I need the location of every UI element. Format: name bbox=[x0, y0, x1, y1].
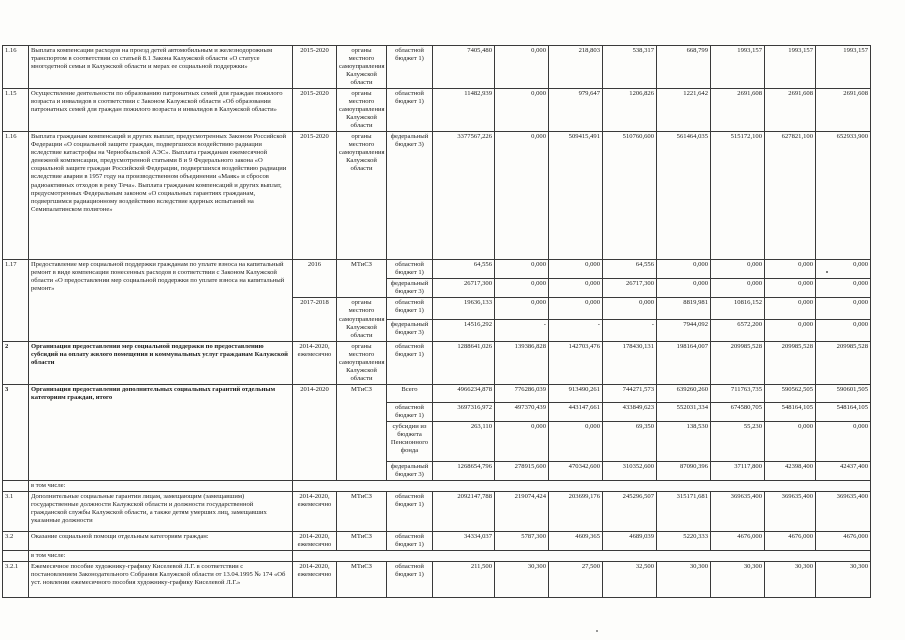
year-value: 538,317 bbox=[603, 46, 657, 89]
year-value: 198164,007 bbox=[657, 341, 711, 384]
row-funding-source: Всего bbox=[387, 384, 433, 402]
row-period: 2015-2020 bbox=[293, 46, 337, 89]
year-value: 7944,092 bbox=[657, 320, 711, 342]
row-executor: органы местного самоуправления Калужской области bbox=[337, 341, 387, 384]
row-executor: МТиСЗ bbox=[337, 562, 387, 598]
year-value: 515172,100 bbox=[711, 132, 765, 260]
year-value: 315171,681 bbox=[657, 491, 711, 531]
row-executor: МТиСЗ bbox=[337, 531, 387, 550]
total-value: 11482,939 bbox=[433, 89, 495, 132]
year-value: 209985,528 bbox=[816, 341, 871, 384]
empty-cell bbox=[293, 550, 871, 561]
year-value: 0,000 bbox=[495, 260, 549, 279]
year-value: 0,000 bbox=[816, 298, 871, 320]
year-value: 30,300 bbox=[765, 562, 816, 598]
year-value: 2691,608 bbox=[816, 89, 871, 132]
year-value: 1206,826 bbox=[603, 89, 657, 132]
year-value: 8819,981 bbox=[657, 298, 711, 320]
year-value: 1221,642 bbox=[657, 89, 711, 132]
year-value: 310352,600 bbox=[603, 461, 657, 480]
year-value: 138,530 bbox=[657, 421, 711, 461]
total-value: 4966234,878 bbox=[433, 384, 495, 402]
row-description: Выплата гражданам компенсаций и других выплат, предусмотренных Законом Российской Федерации «О социальной защите граждан, подвергшихся воздействию радиации вследствие катастрофы на Чернобыльской АЭС». Выплата гражданам ежемесячной денежной компенсации, предусмотренной статьями 8 и 9 Федерального закона «О социальной защите граждан Российской Федерации, подвергшихся воздействию радиации вследствие аварии в 1957 году на производственном объединении «Маяк» и сбросов радиоактивных отходов в реку Теча». Выплата гражданам компенсаций и других выплат, предусмотренных Федеральным законом «О социальных гарантиях гражданам, подвергшимся радиационному воздействию вследствие ядерных испытаний на Семипалатинском полигоне» bbox=[29, 132, 293, 260]
row-number: 1.15 bbox=[3, 89, 29, 132]
year-value: 497370,439 bbox=[495, 402, 549, 421]
year-value: 0,000 bbox=[816, 279, 871, 298]
year-value: 1993,157 bbox=[765, 46, 816, 89]
year-value: 639260,260 bbox=[657, 384, 711, 402]
year-value: 139386,828 bbox=[495, 341, 549, 384]
year-value: 510760,600 bbox=[603, 132, 657, 260]
year-value: 26717,300 bbox=[603, 279, 657, 298]
year-value: 509415,491 bbox=[549, 132, 603, 260]
year-value: 245296,507 bbox=[603, 491, 657, 531]
row-number: 1.17 bbox=[3, 260, 29, 341]
year-value: 0,000 bbox=[495, 132, 549, 260]
year-value: 0,000 bbox=[549, 421, 603, 461]
row-funding-source: федеральный бюджет 3) bbox=[387, 279, 433, 298]
row-period: 2014-2020, ежемесячно bbox=[293, 562, 337, 598]
year-value: - bbox=[549, 320, 603, 342]
year-value: 219074,424 bbox=[495, 491, 549, 531]
year-value: 4676,000 bbox=[711, 531, 765, 550]
year-value: 30,300 bbox=[816, 562, 871, 598]
year-value: 548164,105 bbox=[765, 402, 816, 421]
table-row bbox=[3, 531, 871, 550]
row-period: 2014-2020, ежемесячно bbox=[293, 341, 337, 384]
year-value: 443147,661 bbox=[549, 402, 603, 421]
row-number bbox=[3, 480, 29, 491]
table-row bbox=[3, 480, 871, 491]
year-value: - bbox=[495, 320, 549, 342]
row-executor: органы местного самоуправления Калужской области bbox=[337, 89, 387, 132]
row-description: Оказание социальной помощи отдельным категориям граждан: bbox=[29, 531, 293, 550]
year-value: 369635,400 bbox=[816, 491, 871, 531]
year-value: 4609,365 bbox=[549, 531, 603, 550]
row-period: 2014-2020 bbox=[293, 384, 337, 480]
year-value: 1993,157 bbox=[711, 46, 765, 89]
row-description: Ежемесячное пособие художнику-графику Киселевой Л.Г. в соответствии с постановлением Законодательного Собрания Калужской области от 13.04.1995 № 174 «Об уст. новлении ежемесячного пособия художнику-графику Киселевой Л.Г.» bbox=[29, 562, 293, 598]
total-value: 26717,300 bbox=[433, 279, 495, 298]
year-value: 87090,396 bbox=[657, 461, 711, 480]
row-number: 3.2 bbox=[3, 531, 29, 550]
year-value: 42398,400 bbox=[765, 461, 816, 480]
row-number: 3.2.1 bbox=[3, 562, 29, 598]
year-value: 142703,476 bbox=[549, 341, 603, 384]
program-table bbox=[2, 45, 871, 598]
row-period: 2017-2018 bbox=[293, 298, 337, 341]
table-body bbox=[3, 46, 871, 598]
year-value: 668,799 bbox=[657, 46, 711, 89]
row-funding-source: областной бюджет 1) bbox=[387, 89, 433, 132]
row-number: 1.16 bbox=[3, 46, 29, 89]
table-row bbox=[3, 260, 871, 279]
total-value: 211,500 bbox=[433, 562, 495, 598]
year-value: 209985,528 bbox=[711, 341, 765, 384]
year-value: 2691,608 bbox=[711, 89, 765, 132]
year-value: 0,000 bbox=[603, 298, 657, 320]
row-number: 1.16 bbox=[3, 132, 29, 260]
row-description: Осуществление деятельности по образованию патронатных семей для граждан пожилого возраста и инвалидов в соответствии с Законом Калужской области «Об образовании патронатных семей для граждан пожилого возраста и инвалидов в Калужской области» bbox=[29, 89, 293, 132]
table-row bbox=[3, 341, 871, 384]
year-value: 561464,035 bbox=[657, 132, 711, 260]
year-value: 0,000 bbox=[495, 89, 549, 132]
year-value: 0,000 bbox=[816, 260, 871, 279]
year-value: 744271,573 bbox=[603, 384, 657, 402]
row-executor: МТиСЗ bbox=[337, 384, 387, 480]
year-value: 627821,100 bbox=[765, 132, 816, 260]
year-value: 0,000 bbox=[711, 279, 765, 298]
year-value: 674580,705 bbox=[711, 402, 765, 421]
year-value: 5787,300 bbox=[495, 531, 549, 550]
total-value: 2092147,788 bbox=[433, 491, 495, 531]
total-value: 1268654,796 bbox=[433, 461, 495, 480]
row-number: 2 bbox=[3, 341, 29, 384]
total-value: 7405,480 bbox=[433, 46, 495, 89]
year-value: 433849,623 bbox=[603, 402, 657, 421]
table-row bbox=[3, 384, 871, 402]
year-value: 0,000 bbox=[549, 298, 603, 320]
row-executor: органы местного самоуправления Калужской области bbox=[337, 132, 387, 260]
row-period: 2014-2020, ежемесячно bbox=[293, 491, 337, 531]
row-funding-source: областной бюджет 1) bbox=[387, 260, 433, 279]
year-value: 0,000 bbox=[657, 260, 711, 279]
row-funding-source: федеральный бюджет 3) bbox=[387, 320, 433, 342]
row-funding-source: федеральный бюджет 3) bbox=[387, 132, 433, 260]
row-funding-source: областной бюджет 1) bbox=[387, 341, 433, 384]
year-value: 470342,600 bbox=[549, 461, 603, 480]
total-value: 1288641,026 bbox=[433, 341, 495, 384]
row-funding-source: областной бюджет 1) bbox=[387, 46, 433, 89]
year-value: 776286,039 bbox=[495, 384, 549, 402]
year-value: 218,803 bbox=[549, 46, 603, 89]
year-value: 369635,400 bbox=[711, 491, 765, 531]
year-value: 4676,000 bbox=[765, 531, 816, 550]
year-value: 0,000 bbox=[549, 279, 603, 298]
row-funding-source: областной бюджет 1) bbox=[387, 298, 433, 320]
table-row bbox=[3, 46, 871, 89]
row-funding-source: областной бюджет 1) bbox=[387, 531, 433, 550]
year-value: 37117,800 bbox=[711, 461, 765, 480]
table-row bbox=[3, 550, 871, 561]
year-value: 2691,608 bbox=[765, 89, 816, 132]
year-value: 64,556 bbox=[603, 260, 657, 279]
year-value: 0,000 bbox=[816, 320, 871, 342]
year-value: 0,000 bbox=[495, 46, 549, 89]
year-value: 4676,000 bbox=[816, 531, 871, 550]
total-value: 14516,292 bbox=[433, 320, 495, 342]
row-number: 3.1 bbox=[3, 491, 29, 531]
year-value: 552031,334 bbox=[657, 402, 711, 421]
year-value: 0,000 bbox=[765, 320, 816, 342]
row-description: Выплата компенсации расходов на проезд детей автомобильным и железнодорожным транспортом в соответствии со статьей 8.1 Закона Калужской области «О статусе многодетной семьи в Калужской области и мерах ее социальной поддержки» bbox=[29, 46, 293, 89]
total-value: 34334,037 bbox=[433, 531, 495, 550]
row-period: 2016 bbox=[293, 260, 337, 298]
year-value: 0,000 bbox=[765, 279, 816, 298]
year-value: 0,000 bbox=[765, 421, 816, 461]
year-value: 590562,505 bbox=[765, 384, 816, 402]
year-value: 69,350 bbox=[603, 421, 657, 461]
year-value: 0,000 bbox=[495, 421, 549, 461]
year-value: 652933,900 bbox=[816, 132, 871, 260]
year-value: 0,000 bbox=[711, 260, 765, 279]
year-value: 590601,505 bbox=[816, 384, 871, 402]
row-funding-source: субсидии из бюджета Пенсионного фонда bbox=[387, 421, 433, 461]
row-note: в том числе: bbox=[29, 550, 293, 561]
year-value: 203699,176 bbox=[549, 491, 603, 531]
year-value: 30,300 bbox=[657, 562, 711, 598]
total-value: 263,110 bbox=[433, 421, 495, 461]
row-note: в том числе: bbox=[29, 480, 293, 491]
year-value: 1993,157 bbox=[816, 46, 871, 89]
year-value: 42437,400 bbox=[816, 461, 871, 480]
row-funding-source: областной бюджет 1) bbox=[387, 491, 433, 531]
year-value: 30,300 bbox=[495, 562, 549, 598]
year-value: - bbox=[603, 320, 657, 342]
year-value: 10816,152 bbox=[711, 298, 765, 320]
row-executor: МТиСЗ bbox=[337, 491, 387, 531]
row-period: 2015-2020 bbox=[293, 132, 337, 260]
year-value: 0,000 bbox=[765, 260, 816, 279]
row-funding-source: федеральный бюджет 3) bbox=[387, 461, 433, 480]
table-row bbox=[3, 491, 871, 531]
year-value: 4689,039 bbox=[603, 531, 657, 550]
year-value: 0,000 bbox=[495, 279, 549, 298]
total-value: 3377567,226 bbox=[433, 132, 495, 260]
row-funding-source: областной бюджет 1) bbox=[387, 562, 433, 598]
row-description: Организация предоставления мер социальной поддержки по предоставлению субсидий на оплату жилого помещения и коммунальных услуг гражданам Калужской области bbox=[29, 341, 293, 384]
row-funding-source: областной бюджет 1) bbox=[387, 402, 433, 421]
row-description: Организация предоставления дополнительных социальных гарантий отдельным категориям граждан, итого bbox=[29, 384, 293, 480]
year-value: 711763,735 bbox=[711, 384, 765, 402]
year-value: 0,000 bbox=[657, 279, 711, 298]
year-value: 55,230 bbox=[711, 421, 765, 461]
total-value: 64,556 bbox=[433, 260, 495, 279]
year-value: 369635,400 bbox=[765, 491, 816, 531]
year-value: 0,000 bbox=[495, 298, 549, 320]
row-period: 2015-2020 bbox=[293, 89, 337, 132]
year-value: 548164,105 bbox=[816, 402, 871, 421]
year-value: 209985,528 bbox=[765, 341, 816, 384]
row-executor: МТиСЗ bbox=[337, 260, 387, 298]
row-description: Предоставление мер социальной поддержки гражданам по уплате взноса на капитальный ремонт в виде компенсации понесенных расходов в соответствии с Законом Калужской области «О предоставлении мер социальной поддержки по уплате взноса на капитальный ремонт» bbox=[29, 260, 293, 341]
row-executor: органы местного самоуправления Калужской области bbox=[337, 46, 387, 89]
year-value: 178430,131 bbox=[603, 341, 657, 384]
year-value: 979,647 bbox=[549, 89, 603, 132]
scan-speck bbox=[826, 271, 828, 273]
year-value: 6572,200 bbox=[711, 320, 765, 342]
scan-speck bbox=[596, 630, 598, 632]
year-value: 27,500 bbox=[549, 562, 603, 598]
table-row bbox=[3, 89, 871, 132]
year-value: 913490,261 bbox=[549, 384, 603, 402]
year-value: 0,000 bbox=[765, 298, 816, 320]
year-value: 0,000 bbox=[816, 421, 871, 461]
year-value: 5220,333 bbox=[657, 531, 711, 550]
year-value: 32,500 bbox=[603, 562, 657, 598]
row-period: 2014-2020, ежемесячно bbox=[293, 531, 337, 550]
year-value: 0,000 bbox=[549, 260, 603, 279]
row-executor: органы местного самоуправления Калужской области bbox=[337, 298, 387, 341]
year-value: 278915,600 bbox=[495, 461, 549, 480]
row-description: Дополнительные социальные гарантии лицам, замещающим (замещавшим) государственные должности Калужской области и должности государственной гражданской службы Калужской области, а также детям умерших лиц, замещавших указанные должности bbox=[29, 491, 293, 531]
total-value: 19636,133 bbox=[433, 298, 495, 320]
year-value: 30,300 bbox=[711, 562, 765, 598]
total-value: 3697316,972 bbox=[433, 402, 495, 421]
row-number: 3 bbox=[3, 384, 29, 480]
table-row bbox=[3, 562, 871, 598]
row-number bbox=[3, 550, 29, 561]
empty-cell bbox=[293, 480, 871, 491]
table-row bbox=[3, 132, 871, 260]
